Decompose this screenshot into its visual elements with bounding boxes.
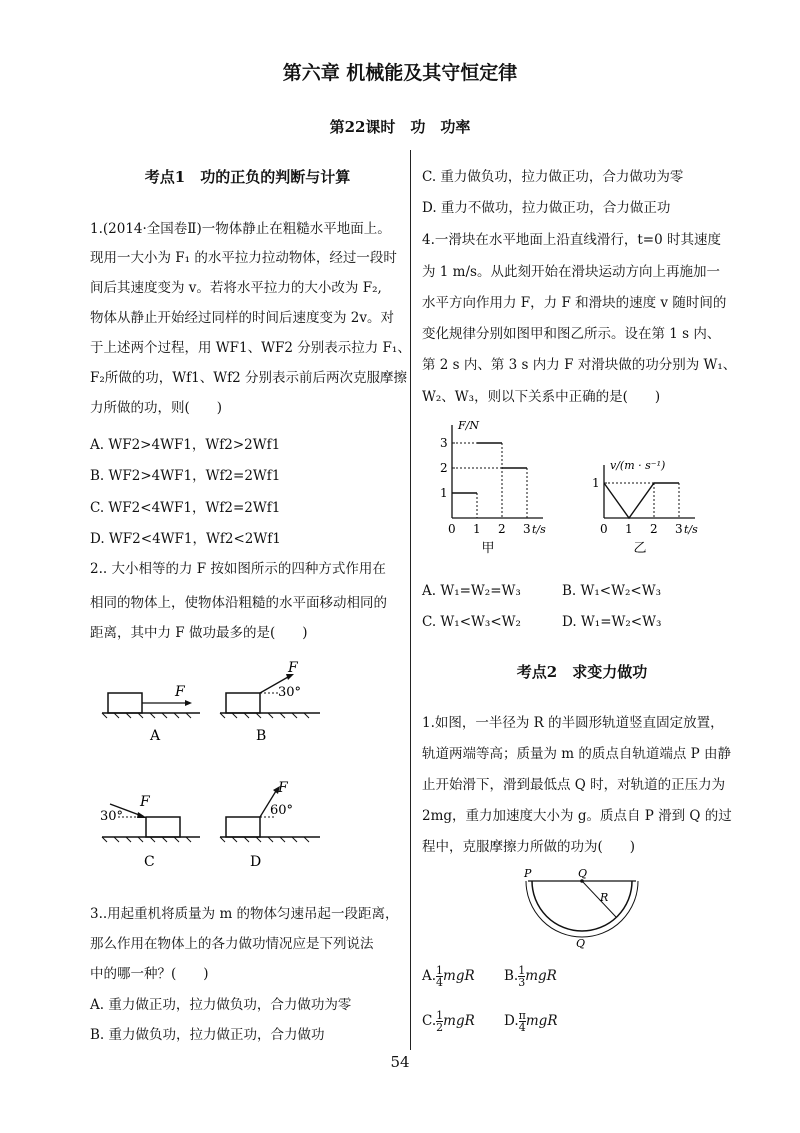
option-a-tail: mgR (443, 968, 475, 984)
q4-line: 变化规律分别如图甲和图乙所示。设在第 1 s 内、 (422, 326, 721, 342)
option-a-prefix: A. (422, 968, 437, 984)
fig-a-force-label: F (175, 684, 185, 700)
q5-option-a[interactable] (422, 965, 475, 988)
fig-b-angle: 30° (278, 685, 302, 700)
q1-line: 力所做的功，则( ) (90, 400, 223, 416)
q1-line: 于上述两个过程，用 WF1、WF2 分别表示拉力 F₁、 (90, 340, 411, 356)
q3-option-b[interactable]: B. 重力做负功，拉力做正功，合力做功 (90, 1027, 325, 1043)
fig-d-force-label: F (278, 780, 288, 796)
q4-line: 4.一滑块在水平地面上沿直线滑行，t=0 时其速度 (422, 232, 721, 248)
q1-line: F₂所做的功，Wf1、Wf2 分别表示前后两次克服摩擦 (90, 370, 407, 386)
x-tick-label: 1 (625, 522, 633, 536)
q1-line: 1.(2014·全国卷Ⅱ)一物体静止在粗糙水平地面上。 (90, 221, 391, 237)
q5-line: 轨道两端等高；质量为 m 的质点自轨道端点 P 由静 (422, 746, 732, 762)
option-d-tail: mgR (525, 1013, 558, 1029)
q2-line: 2.. 大小相等的力 F 按如图所示的四种方式作用在 (90, 561, 386, 577)
x-tick-label: 3 (675, 522, 683, 536)
point-p-label: P (524, 867, 532, 880)
q4-line: 水平方向作用力 F，力 F 和滑块的速度 v 随时间的 (422, 295, 727, 311)
option-a-numerator: 1 (436, 964, 444, 977)
q3-option-a[interactable]: A. 重力做正功，拉力做负功，合力做功为零 (90, 997, 352, 1013)
q4-line: 第 2 s 内、第 3 s 内力 F 对滑块做的功分别为 W₁、 (422, 357, 737, 373)
fig-c (100, 794, 200, 870)
q5-line: 1.如图，一半径为 R 的半圆形轨道竖直固定放置， (422, 715, 724, 731)
lesson-title: 第22课时 功 功率 (329, 118, 471, 136)
option-d-prefix: D. (504, 1013, 519, 1029)
q5-line: 2mg，重力加速度大小为 g。质点自 P 滑到 Q 的过 (422, 808, 732, 824)
option-d-numerator: π (518, 1009, 526, 1022)
fig-b (220, 660, 320, 744)
velocity-line (604, 483, 679, 518)
option-c-prefix: C. (422, 1013, 437, 1029)
section1-title: 考点1 功的正负的判断与计算 (144, 168, 351, 186)
q1-option-a[interactable]: A. WF2>4WF1，Wf2>2Wf1 (90, 437, 281, 453)
radius-label: R (600, 891, 609, 904)
q2-line: 距离，其中力 F 做功最多的是( ) (90, 625, 308, 641)
q5-option-b[interactable] (504, 965, 557, 988)
fig-c-force-label: F (140, 794, 150, 810)
q1-line: 物体从静止开始经过同样的时间后速度变为 2v。对 (90, 310, 395, 326)
x-axis-label: t/s (532, 523, 546, 536)
q1-line: 现用一大小为 F₁ 的水平拉力拉动物体，经过一段时 (90, 250, 397, 266)
point-q-bottom-label: Q (576, 937, 586, 950)
y-tick-label: 1 (592, 476, 600, 490)
option-b-tail: mgR (525, 968, 557, 984)
fig-c-angle: 30° (100, 809, 124, 824)
option-c-tail: mgR (443, 1013, 475, 1029)
x-tick-label: 0 (600, 522, 608, 536)
fig-d-angle: 60° (270, 803, 294, 818)
q4-option-b[interactable]: B. W₁<W₂<W₃ (562, 583, 661, 599)
fig-d-label: D (250, 854, 262, 870)
q4-option-a[interactable]: A. W₁=W₂=W₃ (422, 583, 521, 599)
q1-option-d[interactable]: D. WF2<4WF1，Wf2<2Wf1 (90, 531, 281, 547)
section2-title: 考点2 求变力做功 (516, 663, 648, 681)
semicircle-track-figure (512, 865, 652, 950)
option-b-prefix: B. (504, 968, 519, 984)
chapter-title: 第六章 机械能及其守恒定律 (282, 62, 518, 84)
q4-option-c[interactable]: C. W₁<W₃<W₂ (422, 614, 521, 630)
y-tick-label: 1 (440, 486, 448, 500)
option-a-fraction (436, 965, 443, 988)
y-axis-label: F/N (458, 419, 479, 432)
chart-title: 甲 (481, 541, 495, 556)
column-divider (410, 150, 411, 1050)
q5-option-c[interactable] (422, 1010, 475, 1033)
fig-d (220, 780, 320, 870)
option-b-denominator: 3 (518, 976, 526, 989)
page-number: 54 (390, 1053, 410, 1071)
q1-option-b[interactable]: B. WF2>4WF1，Wf2=2Wf1 (90, 468, 281, 484)
fig-b-label: B (256, 728, 267, 744)
x-tick-label: 2 (650, 522, 658, 536)
q2-line: 相同的物体上，使物体沿粗糙的水平面移动相同的 (90, 595, 387, 611)
q2-force-figure (90, 660, 405, 875)
q1-line: 间后其速度变为 v。若将水平拉力的大小改为 F₂, (90, 280, 382, 296)
x-tick-label: 3 (523, 522, 531, 536)
q3-option-c[interactable]: C. 重力做负功，拉力做正功，合力做功为零 (422, 169, 684, 185)
fig-a (102, 684, 200, 744)
x-axis-label: t/s (684, 523, 698, 536)
fig-b-force-label: F (288, 660, 298, 676)
q4-option-d[interactable]: D. W₁=W₂<W₃ (562, 614, 662, 630)
q5-line: 止开始滑下，滑到最低点 Q 时，对轨道的正压力为 (422, 777, 726, 793)
option-d-denominator: 4 (518, 1021, 526, 1034)
x-tick-label: 1 (473, 522, 481, 536)
fig-a-label: A (150, 728, 161, 744)
q3-line: 中的哪一种？( ) (90, 966, 209, 982)
q4-charts (422, 418, 742, 568)
option-a-denominator: 4 (436, 976, 444, 989)
q4-line: 为 1 m/s。从此刻开始在滑块运动方向上再施加一 (422, 264, 720, 280)
chart-title: 乙 (633, 541, 647, 556)
y-tick-label: 2 (440, 461, 448, 475)
option-d-fraction (519, 1010, 526, 1033)
point-q-top-label: Q (578, 867, 588, 880)
q5-line: 程中，克服摩擦力所做的功为( ) (422, 839, 636, 855)
y-axis-label: v/(m · s⁻¹) (610, 459, 666, 472)
q3-line: 那么作用在物体上的各力做功情况应是下列说法 (90, 936, 374, 952)
option-b-numerator: 1 (518, 964, 526, 977)
q1-option-c[interactable]: C. WF2<4WF1，Wf2=2Wf1 (90, 500, 281, 516)
x-tick-label: 0 (448, 522, 456, 536)
option-c-denominator: 2 (436, 1021, 444, 1034)
option-c-numerator: 1 (436, 1009, 444, 1022)
y-tick-label: 3 (440, 436, 448, 450)
x-tick-label: 2 (498, 522, 506, 536)
q3-option-d[interactable]: D. 重力不做功，拉力做正功，合力做正功 (422, 200, 671, 216)
q5-option-d[interactable] (504, 1010, 557, 1033)
fig-c-label: C (144, 854, 155, 870)
q4-line: W₂、W₃，则以下关系中正确的是( ) (422, 389, 661, 405)
q3-line: 3..用起重机将质量为 m 的物体匀速吊起一段距离， (90, 906, 399, 922)
